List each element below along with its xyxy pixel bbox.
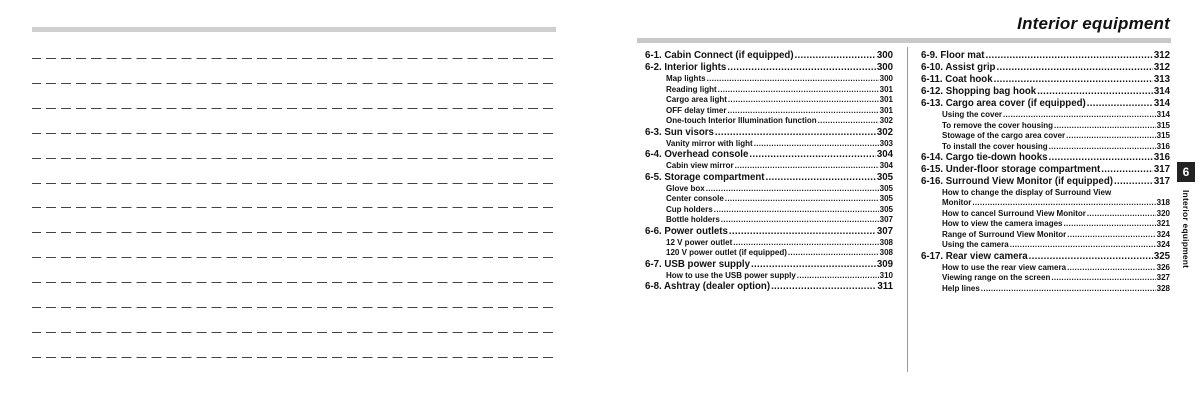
toc-label: How to use the rear view camera xyxy=(942,262,1067,272)
toc-label: Using the camera xyxy=(942,240,1009,249)
toc-section[interactable] xyxy=(921,176,1170,188)
toc-section[interactable] xyxy=(645,259,893,271)
toc-label: 6-3. Sun visors xyxy=(645,126,714,138)
toc-page-number: 305 xyxy=(879,194,893,203)
leader-dots xyxy=(1029,251,1153,263)
toc-label: Using the cover xyxy=(942,110,1003,119)
notes-lines xyxy=(32,58,556,378)
toc-section[interactable] xyxy=(645,281,893,293)
toc-section[interactable] xyxy=(921,86,1170,98)
leader-dots xyxy=(706,184,879,195)
toc-section[interactable] xyxy=(921,251,1170,263)
toc-right-column xyxy=(921,50,1170,294)
note-line xyxy=(32,307,556,308)
chapter-tab[interactable]: 6 xyxy=(1177,162,1195,182)
toc-page-number: 311 xyxy=(877,281,893,292)
leader-dots xyxy=(727,106,878,117)
leader-dots xyxy=(1064,219,1156,230)
toc-page-number: 314 xyxy=(1153,86,1170,97)
toc-subentry[interactable] xyxy=(921,219,1170,230)
leader-dots xyxy=(1066,131,1155,142)
toc-page-number: 321 xyxy=(1156,219,1170,228)
toc-label: 6-10. Assist grip xyxy=(921,62,996,73)
toc-subentry[interactable] xyxy=(921,240,1170,251)
toc-subentry[interactable] xyxy=(645,161,893,172)
toc-label: Cargo area light xyxy=(666,95,727,104)
toc-label: How to cancel Surround View Monitor xyxy=(942,208,1086,218)
toc-label: 6-16. Surround View Monitor (if equipped) xyxy=(921,176,1113,187)
note-line xyxy=(32,108,556,109)
toc-subentry[interactable] xyxy=(645,116,893,127)
toc-label: Glove box xyxy=(666,183,705,193)
toc-section[interactable] xyxy=(921,74,1170,86)
toc-page-number: 316 xyxy=(1153,152,1170,163)
toc-label: To remove the cover housing xyxy=(942,120,1053,130)
leader-dots xyxy=(1114,176,1153,188)
note-line xyxy=(32,232,556,233)
toc-subentry[interactable] xyxy=(645,248,893,259)
leader-dots xyxy=(714,205,879,216)
toc-label: 6-9. Floor mat xyxy=(921,50,985,61)
leader-dots xyxy=(981,284,1156,295)
toc-page-number: 300 xyxy=(879,74,893,83)
toc-page-number: 301 xyxy=(879,105,893,115)
leader-dots xyxy=(721,215,879,226)
toc-subentry[interactable] xyxy=(645,271,893,282)
note-line xyxy=(32,83,556,84)
toc-subentry[interactable] xyxy=(921,198,1170,209)
toc-subentry[interactable] xyxy=(921,131,1170,142)
toc-subentry[interactable] xyxy=(645,238,893,249)
toc-label: Help lines xyxy=(942,283,980,293)
toc-subentry[interactable] xyxy=(921,263,1170,274)
toc-page-number: 301 xyxy=(879,84,893,94)
toc-page-number: 320 xyxy=(1156,208,1170,218)
leader-dots xyxy=(1037,86,1153,98)
toc-subentry[interactable] xyxy=(645,139,893,150)
toc-page-number: 314 xyxy=(1153,98,1170,109)
leader-dots xyxy=(707,74,879,85)
notes-header-bar xyxy=(32,27,556,32)
leader-dots xyxy=(735,161,879,172)
leader-dots xyxy=(771,281,876,293)
leader-dots xyxy=(1010,240,1156,251)
leader-dots xyxy=(727,62,876,74)
leader-dots xyxy=(1003,110,1156,121)
leader-dots xyxy=(728,95,879,106)
toc-section[interactable] xyxy=(645,62,893,74)
toc-label: Vanity mirror with light xyxy=(666,138,753,148)
toc-label: 12 V power outlet xyxy=(666,237,733,247)
toc-subentry[interactable] xyxy=(645,184,893,195)
toc-label: Cabin view mirror xyxy=(666,161,734,170)
leader-dots xyxy=(1049,152,1153,164)
toc-page-number: 324 xyxy=(1156,240,1170,249)
toc-page-number: 316 xyxy=(1156,141,1170,151)
toc-page-number: 324 xyxy=(1156,229,1170,239)
toc-page-number: 302 xyxy=(879,116,893,125)
toc-label: 6-6. Power outlets xyxy=(645,225,728,237)
toc-page-number: 317 xyxy=(1153,164,1170,175)
toc-label: Reading light xyxy=(666,84,717,94)
toc-label: 6-5. Storage compartment xyxy=(645,171,765,183)
toc-page-number: 328 xyxy=(1156,283,1170,293)
page-title: Interior equipment xyxy=(1017,14,1170,33)
toc-label: 6-15. Under-floor storage compartment xyxy=(921,164,1101,175)
toc-label: OFF delay timer xyxy=(666,105,727,115)
toc-subentry[interactable] xyxy=(921,142,1170,153)
toc-label: One-touch Interior Illumination function xyxy=(666,116,817,125)
leader-dots xyxy=(1067,263,1156,274)
leader-dots xyxy=(1049,142,1156,153)
toc-section[interactable] xyxy=(921,152,1170,164)
toc-page-number: 315 xyxy=(1156,120,1170,130)
note-line xyxy=(32,183,556,184)
toc-page-number: 315 xyxy=(1156,131,1170,140)
leader-dots xyxy=(996,62,1152,74)
toc-page-number: 305 xyxy=(876,171,893,183)
toc-subentry[interactable] xyxy=(921,209,1170,220)
toc-subentry[interactable] xyxy=(921,273,1170,284)
leader-dots xyxy=(725,194,879,205)
leader-dots xyxy=(749,149,875,161)
toc-label: 6-11. Coat hook xyxy=(921,74,993,85)
toc-page-number: 308 xyxy=(879,248,893,257)
toc-section[interactable] xyxy=(921,62,1170,74)
toc-page-number: 310 xyxy=(879,270,893,280)
toc-section[interactable] xyxy=(645,226,893,238)
note-line xyxy=(32,282,556,283)
chapter-tab-label: Interior equipment xyxy=(1181,190,1191,269)
note-line xyxy=(32,58,556,59)
column-divider xyxy=(907,47,908,372)
leader-dots xyxy=(818,116,879,127)
toc-page-number: 303 xyxy=(879,138,893,148)
toc-page-number: 300 xyxy=(876,62,893,73)
leader-dots xyxy=(1067,230,1155,241)
toc-section[interactable] xyxy=(645,149,893,161)
toc-page-number: 304 xyxy=(876,149,893,160)
leader-dots xyxy=(994,74,1153,86)
note-line xyxy=(32,332,556,333)
toc-label: Viewing range on the screen xyxy=(942,273,1051,282)
toc-page-number: 313 xyxy=(1153,74,1170,85)
toc-label: Monitor xyxy=(942,198,972,207)
toc-label: How to view the camera images xyxy=(942,219,1063,228)
toc-label: Cup holders xyxy=(666,204,713,214)
leader-dots xyxy=(729,226,876,238)
toc-page-number: 302 xyxy=(876,126,893,138)
toc-label: 6-13. Cargo area cover (if equipped) xyxy=(921,98,1086,109)
toc-section[interactable] xyxy=(921,50,1170,62)
title-bar xyxy=(637,38,1171,43)
toc-label: 120 V power outlet (if equipped) xyxy=(666,248,787,257)
toc-label: 6-17. Rear view camera xyxy=(921,250,1028,262)
toc-page-number: 318 xyxy=(1156,198,1170,207)
toc-label: 6-4. Overhead console xyxy=(645,149,749,160)
toc-subentry[interactable] xyxy=(645,194,893,205)
toc-subentry[interactable] xyxy=(921,110,1170,121)
toc-subentry[interactable] xyxy=(645,95,893,106)
leader-dots xyxy=(715,127,876,139)
toc-page-number: 325 xyxy=(1153,250,1170,262)
toc-subentry[interactable] xyxy=(921,230,1170,241)
toc-page-number: 327 xyxy=(1156,273,1170,282)
leader-dots xyxy=(1101,164,1153,176)
toc-page-number: 305 xyxy=(879,204,893,214)
leader-dots xyxy=(797,271,879,282)
toc-page-number: 307 xyxy=(876,225,893,237)
leader-dots xyxy=(1087,98,1153,110)
toc-label: Range of Surround View Monitor xyxy=(942,229,1067,239)
leader-dots xyxy=(751,259,876,271)
toc-page-number: 309 xyxy=(876,258,893,270)
toc-page-number: 308 xyxy=(879,237,893,247)
leader-dots xyxy=(986,50,1153,62)
note-line xyxy=(32,207,556,208)
leader-dots xyxy=(766,172,876,184)
toc-page-number: 305 xyxy=(879,183,893,193)
toc-label: Bottle holders xyxy=(666,215,720,224)
note-line xyxy=(32,133,556,134)
toc-page-number: 312 xyxy=(1153,62,1170,73)
leader-dots xyxy=(754,139,879,150)
toc-section[interactable] xyxy=(645,172,893,184)
toc-section[interactable] xyxy=(645,127,893,139)
toc-page-number: 326 xyxy=(1156,262,1170,272)
toc-label: 6-7. USB power supply xyxy=(645,258,750,270)
leader-dots xyxy=(718,85,879,96)
toc-label: How to use the USB power supply xyxy=(666,270,796,280)
toc-subentry[interactable] xyxy=(645,205,893,216)
toc-label: Center console xyxy=(666,194,724,203)
toc-section[interactable] xyxy=(645,50,893,62)
toc-section[interactable] xyxy=(921,164,1170,176)
note-line xyxy=(32,158,556,159)
toc-label: 6-1. Cabin Connect (if equipped) xyxy=(645,50,794,61)
toc-page-number: 301 xyxy=(879,95,893,104)
toc-subentry[interactable] xyxy=(645,74,893,85)
toc-page-number: 312 xyxy=(1153,50,1170,61)
toc-section[interactable] xyxy=(921,98,1170,110)
toc-label: Stowage of the cargo area cover xyxy=(942,131,1066,140)
toc-label: 6-8. Ashtray (dealer option) xyxy=(645,281,771,292)
toc-subentry[interactable] xyxy=(645,215,893,226)
toc-subentry[interactable] xyxy=(645,85,893,96)
toc-page-number: 307 xyxy=(879,215,893,224)
leader-dots xyxy=(1051,273,1155,284)
toc-subentry[interactable] xyxy=(645,106,893,117)
leader-dots xyxy=(733,238,878,249)
note-line xyxy=(32,357,556,358)
toc-subentry-label[interactable]: How to change the display of Surround View xyxy=(942,188,1112,197)
toc-left-column xyxy=(645,50,893,293)
toc-page-number: 314 xyxy=(1156,110,1170,119)
toc-label: 6-14. Cargo tie-down hooks xyxy=(921,152,1048,163)
toc-label: 6-2. Interior lights xyxy=(645,62,727,73)
toc-label: Map lights xyxy=(666,74,706,83)
toc-label: To install the cover housing xyxy=(942,141,1048,151)
note-line xyxy=(32,257,556,258)
toc-subentry[interactable] xyxy=(921,284,1170,295)
toc-subentry[interactable] xyxy=(921,121,1170,132)
leader-dots xyxy=(1087,209,1156,220)
toc-label: 6-12. Shopping bag hook xyxy=(921,86,1037,97)
leader-dots xyxy=(795,50,876,62)
toc-page-number: 304 xyxy=(879,161,893,170)
toc-page-number: 317 xyxy=(1153,176,1170,187)
leader-dots xyxy=(788,248,879,259)
toc-page-number: 300 xyxy=(876,50,893,61)
leader-dots xyxy=(1054,121,1156,132)
leader-dots xyxy=(972,198,1155,209)
